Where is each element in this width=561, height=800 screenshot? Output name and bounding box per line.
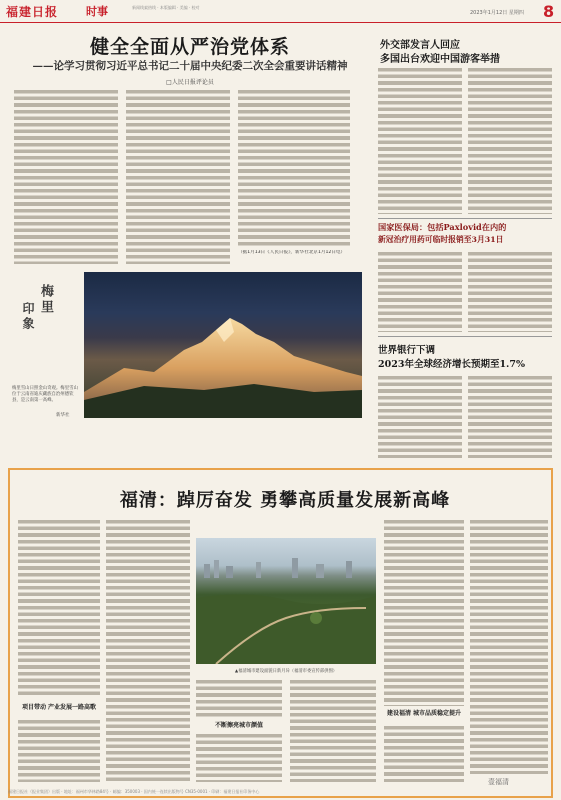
photo-feature-title-a: 梅里 [38, 284, 53, 316]
mountain-photo [84, 272, 362, 418]
feature-headline: 福清：踔厉奋发 勇攀高质量发展新高峰 [119, 490, 451, 511]
photo-feature-credit: 新华社 [56, 413, 70, 418]
feature-body-col-1 [18, 518, 100, 698]
issue-date: 2023年1月12日 星期四 [470, 10, 524, 16]
photo-feature-caption: 梅里雪山日照金山奇观。梅里雪山位于云南省迪庆藏族自治州德钦县，是云南第一高峰。 [12, 386, 78, 403]
feature-body-col-3 [196, 678, 282, 718]
page-footer: 福建日报社（报业集团）出版 · 地址：福州市华林路84号 · 邮编：350003 · 国内统一连续出版物号 CN35-0001 · 印刷：福建日报社印务中心 [8, 789, 260, 794]
story2-body-right [468, 250, 552, 332]
story2-headline: 国家医保局：包括Paxlovid在内的 [378, 222, 507, 232]
lead-byline: □人民日报评论员 [166, 79, 214, 86]
story2-body-left [378, 250, 462, 332]
section-label: 时事 [86, 5, 108, 18]
lead-headline: 健全全面从严治党体系 [89, 36, 290, 58]
story3-headline: 世界银行下调 [378, 345, 436, 356]
divider-2 [378, 336, 552, 337]
divider-1 [378, 218, 552, 219]
masthead-meta: 新闻线索热线 · 本版编辑 · 美编 · 校对 [132, 5, 200, 10]
story2-subheadline: 新冠治疗用药可临时报销至3月31日 [378, 235, 504, 244]
feature-mid-subhead: 不断擦亮城市颜值 [214, 722, 263, 729]
lead-subheadline: ——论学习贯彻习近平总书记二十届中央纪委二次全会重要讲话精神 [32, 60, 348, 72]
city-photo-caption: ▲福清城市建设面貌日新月异（福清市委宣传部供图） [234, 669, 338, 674]
feature-body-col-1b [18, 718, 100, 782]
feature-body-col-4 [290, 678, 376, 782]
feature-right-subhead: 建设福清 城市品质稳定提升 [386, 710, 462, 717]
feature-body-col-5b [384, 724, 464, 782]
feature-body-col-5 [384, 518, 464, 706]
newspaper-logo: 福建日报 [6, 5, 59, 19]
story3-body-right [468, 374, 552, 458]
lead-body-column-3 [238, 88, 350, 248]
story1-subheadline: 多国出台欢迎中国游客举措 [380, 54, 500, 65]
city-illustration [196, 538, 376, 664]
feature-left-subhead: 项目带动 产业发展一路高歌 [21, 704, 97, 711]
photo-feature-title-b: 印象 [21, 302, 35, 332]
watermark: 壹福清 [488, 778, 509, 786]
feature-body-col-2 [106, 518, 190, 782]
feature-body-col-3b [196, 732, 282, 782]
feature-body-col-6 [470, 518, 548, 774]
story3-subheadline: 2023年全球经济增长预期至1.7% [378, 359, 525, 370]
lead-end-note: （据1月13日《人民日报》，新华社北京1月12日电） [238, 250, 346, 255]
mountain-illustration [84, 272, 362, 418]
lead-body-column-1 [14, 88, 118, 264]
story1-headline: 外交部发言人回应 [380, 40, 460, 51]
masthead [0, 0, 561, 23]
page-number: 8 [543, 2, 555, 21]
story3-body-left [378, 374, 462, 458]
story1-body-left [378, 66, 462, 214]
city-photo [196, 538, 376, 664]
lead-body-column-2 [126, 88, 230, 264]
story1-body-right [468, 66, 552, 214]
